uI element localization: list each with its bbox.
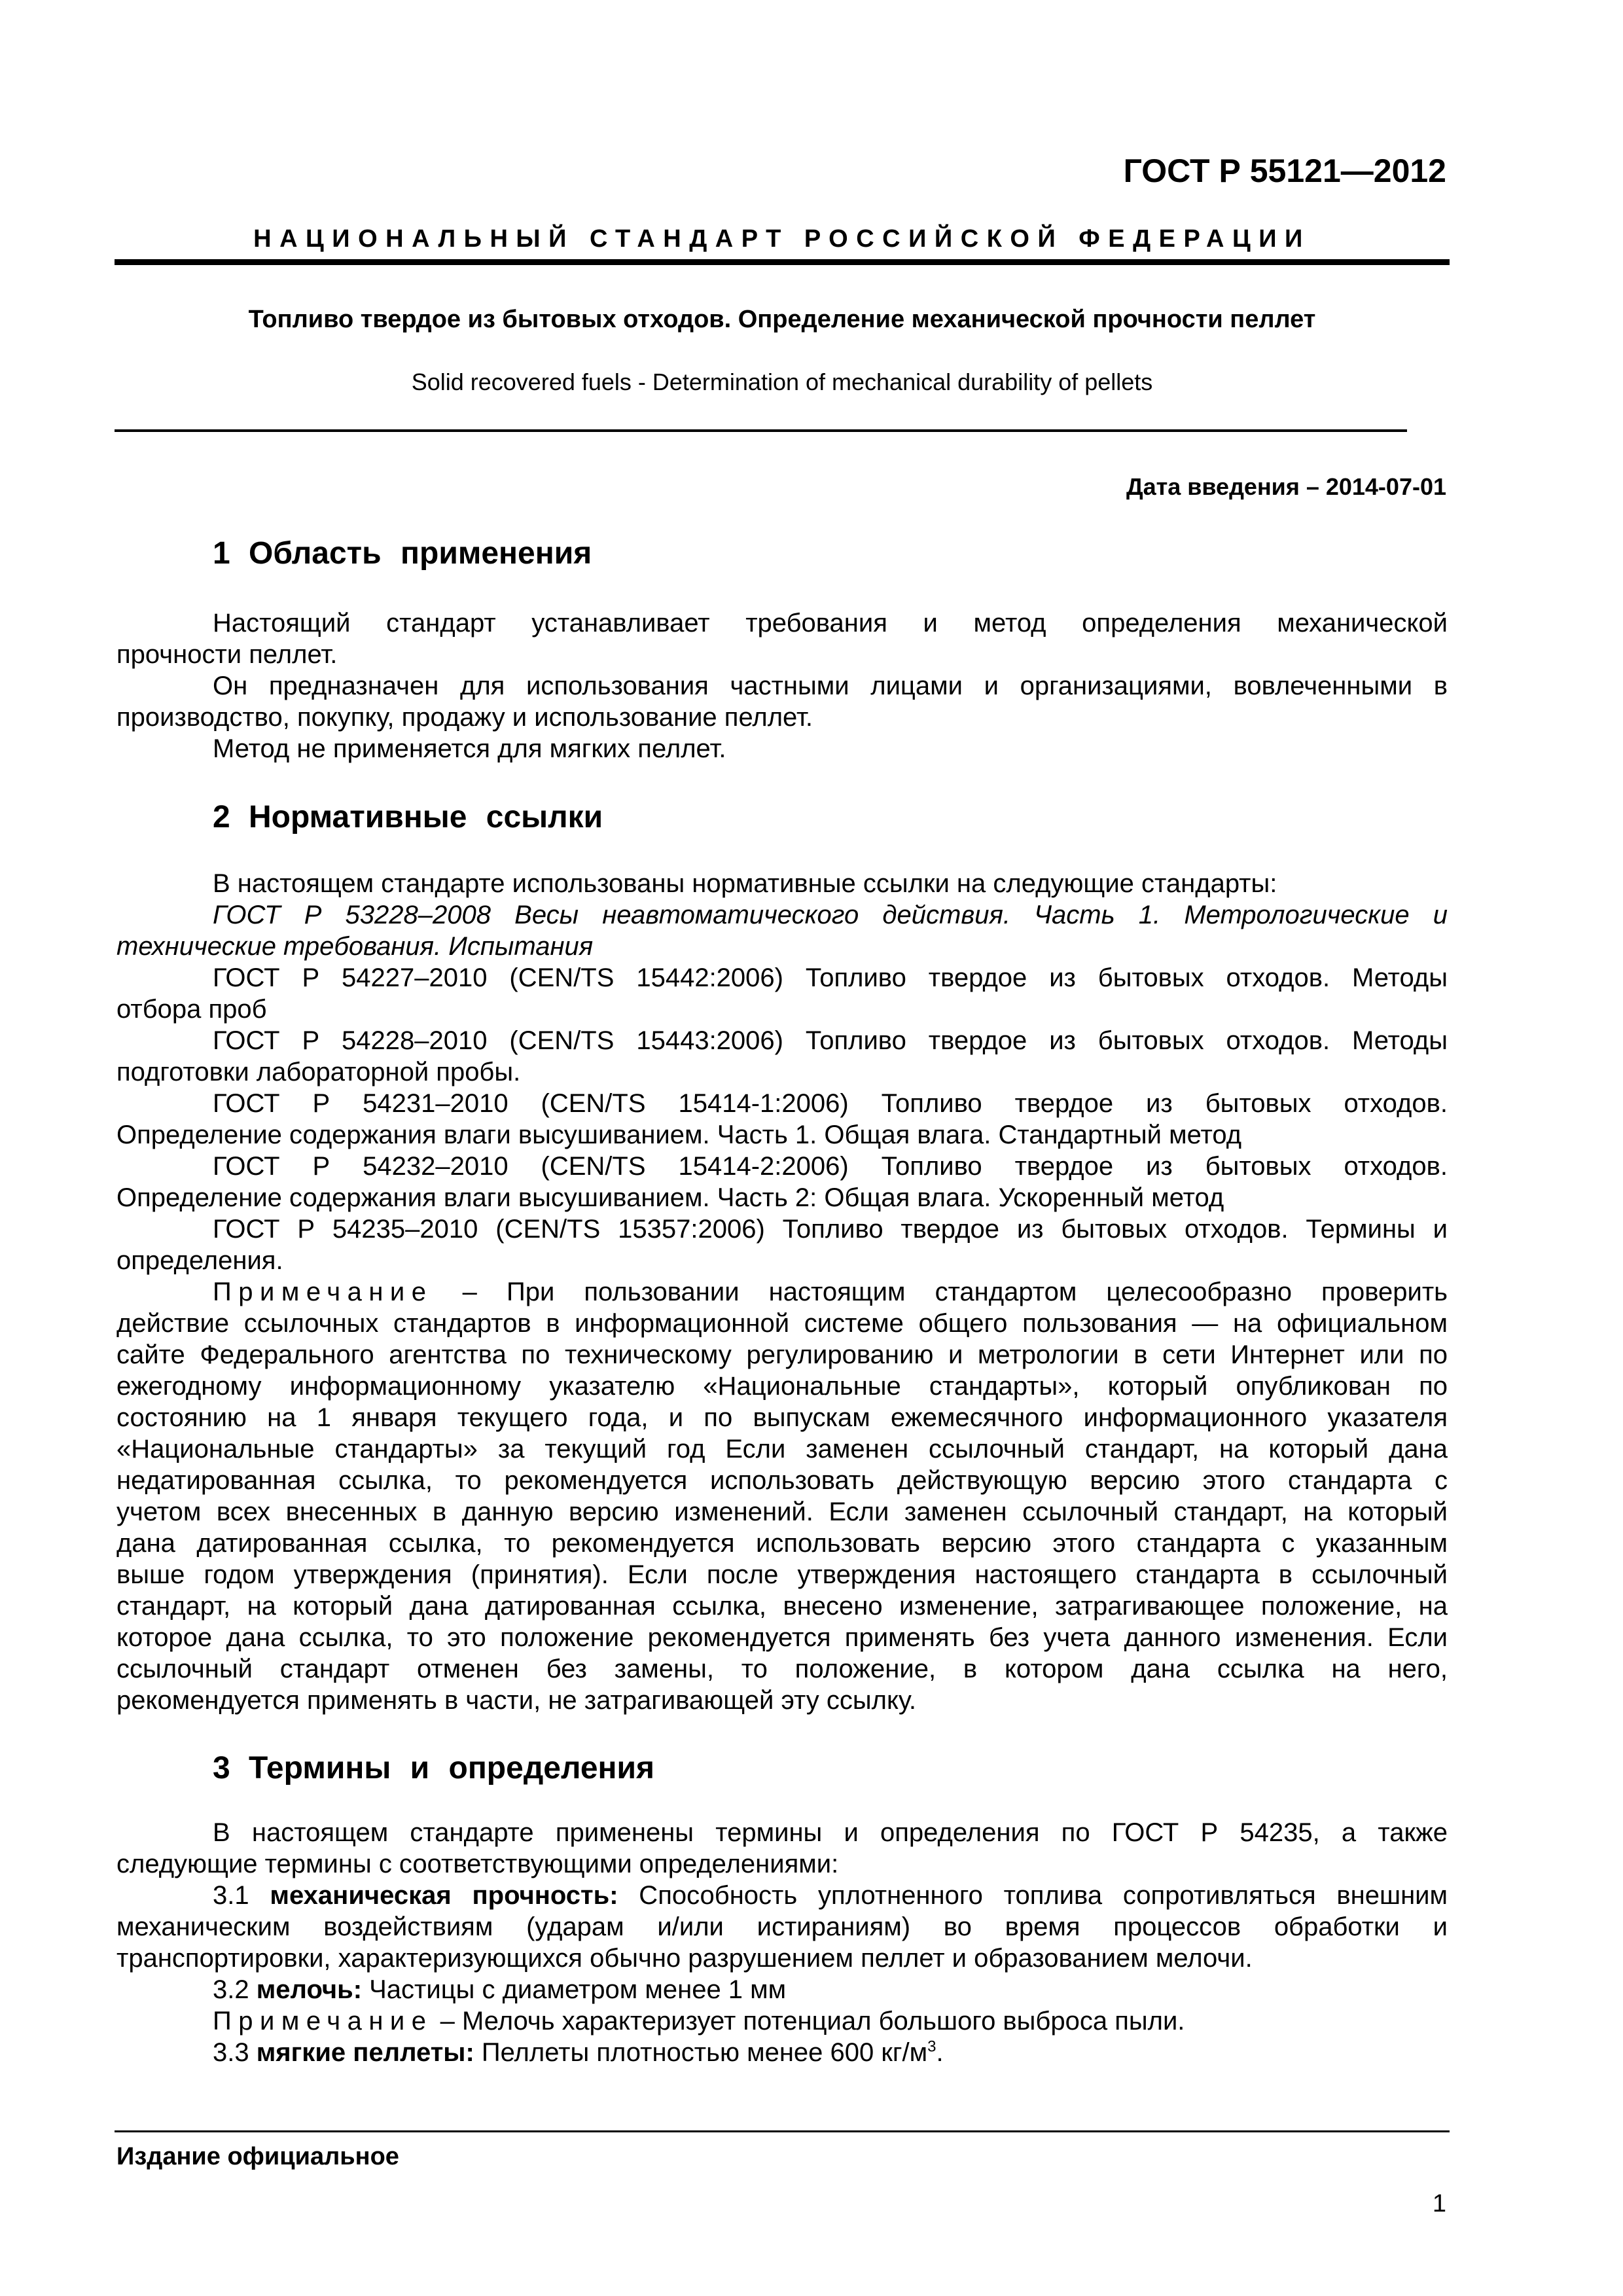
paragraph-line: следующие термины с соответствующими определениями: <box>116 1850 839 1878</box>
term-definition-3-3: 3.3 мягкие пеллеты: Пеллеты плотностью менее 600 $кг/м^3$. <box>213 2037 944 2067</box>
reference-line: ГОСТ Р 54228–2010 (CEN/TS 15443:2006) Топливо твердое из бытовых отходов. Методы <box>213 1026 1448 1055</box>
title-rule <box>115 429 1407 432</box>
note-line: дана датированная ссылка, то рекомендуется использовать версию этого стандарта с указанным <box>116 1529 1448 1558</box>
section-heading-2 <box>213 802 603 833</box>
paragraph-line: производство, покупку, продажу и использование пеллет. <box>116 703 813 732</box>
section-number: 3 <box>213 1751 230 1785</box>
national-standard-banner: НАЦИОНАЛЬНЫЙ СТАНДАРТ РОССИЙСКОЙ ФЕДЕРАЦИИ <box>253 225 1311 253</box>
edition-label: Издание официальное <box>116 2143 399 2170</box>
document-title-en: Solid recovered fuels - Determination of mechanical durability of pellets <box>411 368 1153 395</box>
paragraph-line: прочности пеллет. <box>116 640 338 669</box>
page-number: 1 <box>1432 2190 1446 2217</box>
introduction-date: Дата введения – 2014-07-01 <box>1126 473 1446 500</box>
note-line: Примечание – Мелочь характеризует потенциал большого выброса пыли. <box>213 2007 1185 2036</box>
reference-line: определения. <box>116 1246 283 1275</box>
term-definition-line: механическим воздействиям (ударам и/или истираниям) во время процессов обработки и <box>116 1912 1448 1941</box>
reference-line: ГОСТ Р 54235–2010 (CEN/TS 15357:2006) Топливо твердое из бытовых отходов. Термины и <box>213 1215 1448 1244</box>
section-title: Нормативные ссылки <box>249 800 603 834</box>
reference-line: ГОСТ Р 53228–2008 Весы неавтоматического действия. Часть 1. Метрологические и <box>213 901 1448 929</box>
reference-line: Определение содержания влаги высушиванием. Часть 1. Общая влага. Стандартный метод <box>116 1121 1242 1149</box>
note-line: сайте Федерального агентства по техническому регулированию и метрологии в сети Интернет или по <box>116 1340 1448 1369</box>
term-definition-3-2: 3.2 мелочь: Частицы с диаметром менее 1 мм <box>213 1975 787 2004</box>
term-name: механическая прочность: <box>270 1881 618 1910</box>
note-line: учетом всех внесенных в данную версию изменений. Если заменен ссылочный стандарт, на который <box>116 1498 1448 1526</box>
note-line: которое дана ссылка, то это положение рекомендуется применять без учета данного изменения. Если <box>116 1623 1448 1652</box>
term-definition-line: транспортировки, характеризующихся обычно разрушением пеллет и образованием мелочи. <box>116 1944 1253 1973</box>
note-line: рекомендуется применять в части, не затрагивающей эту ссылку. <box>116 1686 917 1715</box>
superscript: 3 <box>927 2037 936 2056</box>
reference-line: ГОСТ Р 54232–2010 (CEN/TS 15414-2:2006) Топливо твердое из бытовых отходов. <box>213 1152 1448 1181</box>
note-line: ссылочный стандарт отменен без замены, то положение, в котором дана ссылка на него, <box>116 1655 1448 1683</box>
section-title: Термины и определения <box>249 1751 655 1785</box>
note-label: Примечание <box>213 2007 433 2036</box>
note-line: выше годом утверждения (принятия). Если после утверждения настоящего стандарта в ссылочный <box>116 1560 1448 1589</box>
term-name: мелочь: <box>256 1975 363 2004</box>
reference-line: подготовки лабораторной пробы. <box>116 1058 521 1086</box>
section-heading-3 <box>213 1753 654 1784</box>
note-line: «Национальные стандарты» за текущий год Если заменен ссылочный стандарт, на который дана <box>116 1435 1448 1463</box>
reference-line: ГОСТ Р 54227–2010 (CEN/TS 15442:2006) Топливо твердое из бытовых отходов. Методы <box>213 963 1448 992</box>
reference-line: технические требования. Испытания <box>116 932 594 961</box>
term-definition-3-1: 3.1 механическая прочность: Способность уплотненного топлива сопротивляться внешним <box>213 1881 1448 1910</box>
document-title-ru: Топливо твердое из бытовых отходов. Определение механической прочности пеллет <box>248 306 1316 333</box>
note-line: Примечание – При пользовании настоящим стандартом целесообразно проверить <box>213 1278 1448 1306</box>
header-rule <box>115 259 1450 265</box>
paragraph-line: В настоящем стандарте использованы нормативные ссылки на следующие стандарты: <box>213 869 1277 898</box>
note-line: стандарт, на который дана датированная ссылка, внесено изменение, затрагивающее положение, на <box>116 1592 1448 1621</box>
paragraph-line: Метод не применяется для мягких пеллет. <box>213 734 726 763</box>
paragraph-line: В настоящем стандарте применены термины и определения по ГОСТ Р 54235, а также <box>213 1818 1448 1847</box>
paragraph-line: Настоящий стандарт устанавливает требования и метод определения механической <box>213 609 1448 637</box>
reference-line: ГОСТ Р 54231–2010 (CEN/TS 15414-1:2006) Топливо твердое из бытовых отходов. <box>213 1089 1448 1118</box>
section-number: 1 <box>213 536 230 571</box>
gost-designation: ГОСТ Р 55121—2012 <box>1123 152 1446 189</box>
note-label: Примечание <box>213 1278 433 1306</box>
note-line: состоянию на 1 января текущего года, и по выпускам ежемесячного информационного указателя <box>116 1403 1448 1432</box>
section-heading-1 <box>213 538 592 569</box>
section-number: 2 <box>213 800 230 834</box>
note-line: ежегодному информационному указателю «Национальные стандарты», который опубликован по <box>116 1372 1448 1401</box>
section-title: Область применения <box>249 536 592 571</box>
footer-rule <box>115 2130 1450 2132</box>
note-line: действие ссылочных стандартов в информационной системе общего пользования — на официальном <box>116 1309 1448 1338</box>
term-name: мягкие пеллеты: <box>256 2038 474 2067</box>
paragraph-line: Он предназначен для использования частными лицами и организациями, вовлеченными в <box>213 672 1448 700</box>
reference-line: Определение содержания влаги высушиванием. Часть 2: Общая влага. Ускоренный метод <box>116 1183 1224 1212</box>
note-line: недатированная ссылка, то рекомендуется использовать действующую версию этого стандарта с <box>116 1466 1448 1495</box>
reference-line: отбора проб <box>116 995 267 1024</box>
